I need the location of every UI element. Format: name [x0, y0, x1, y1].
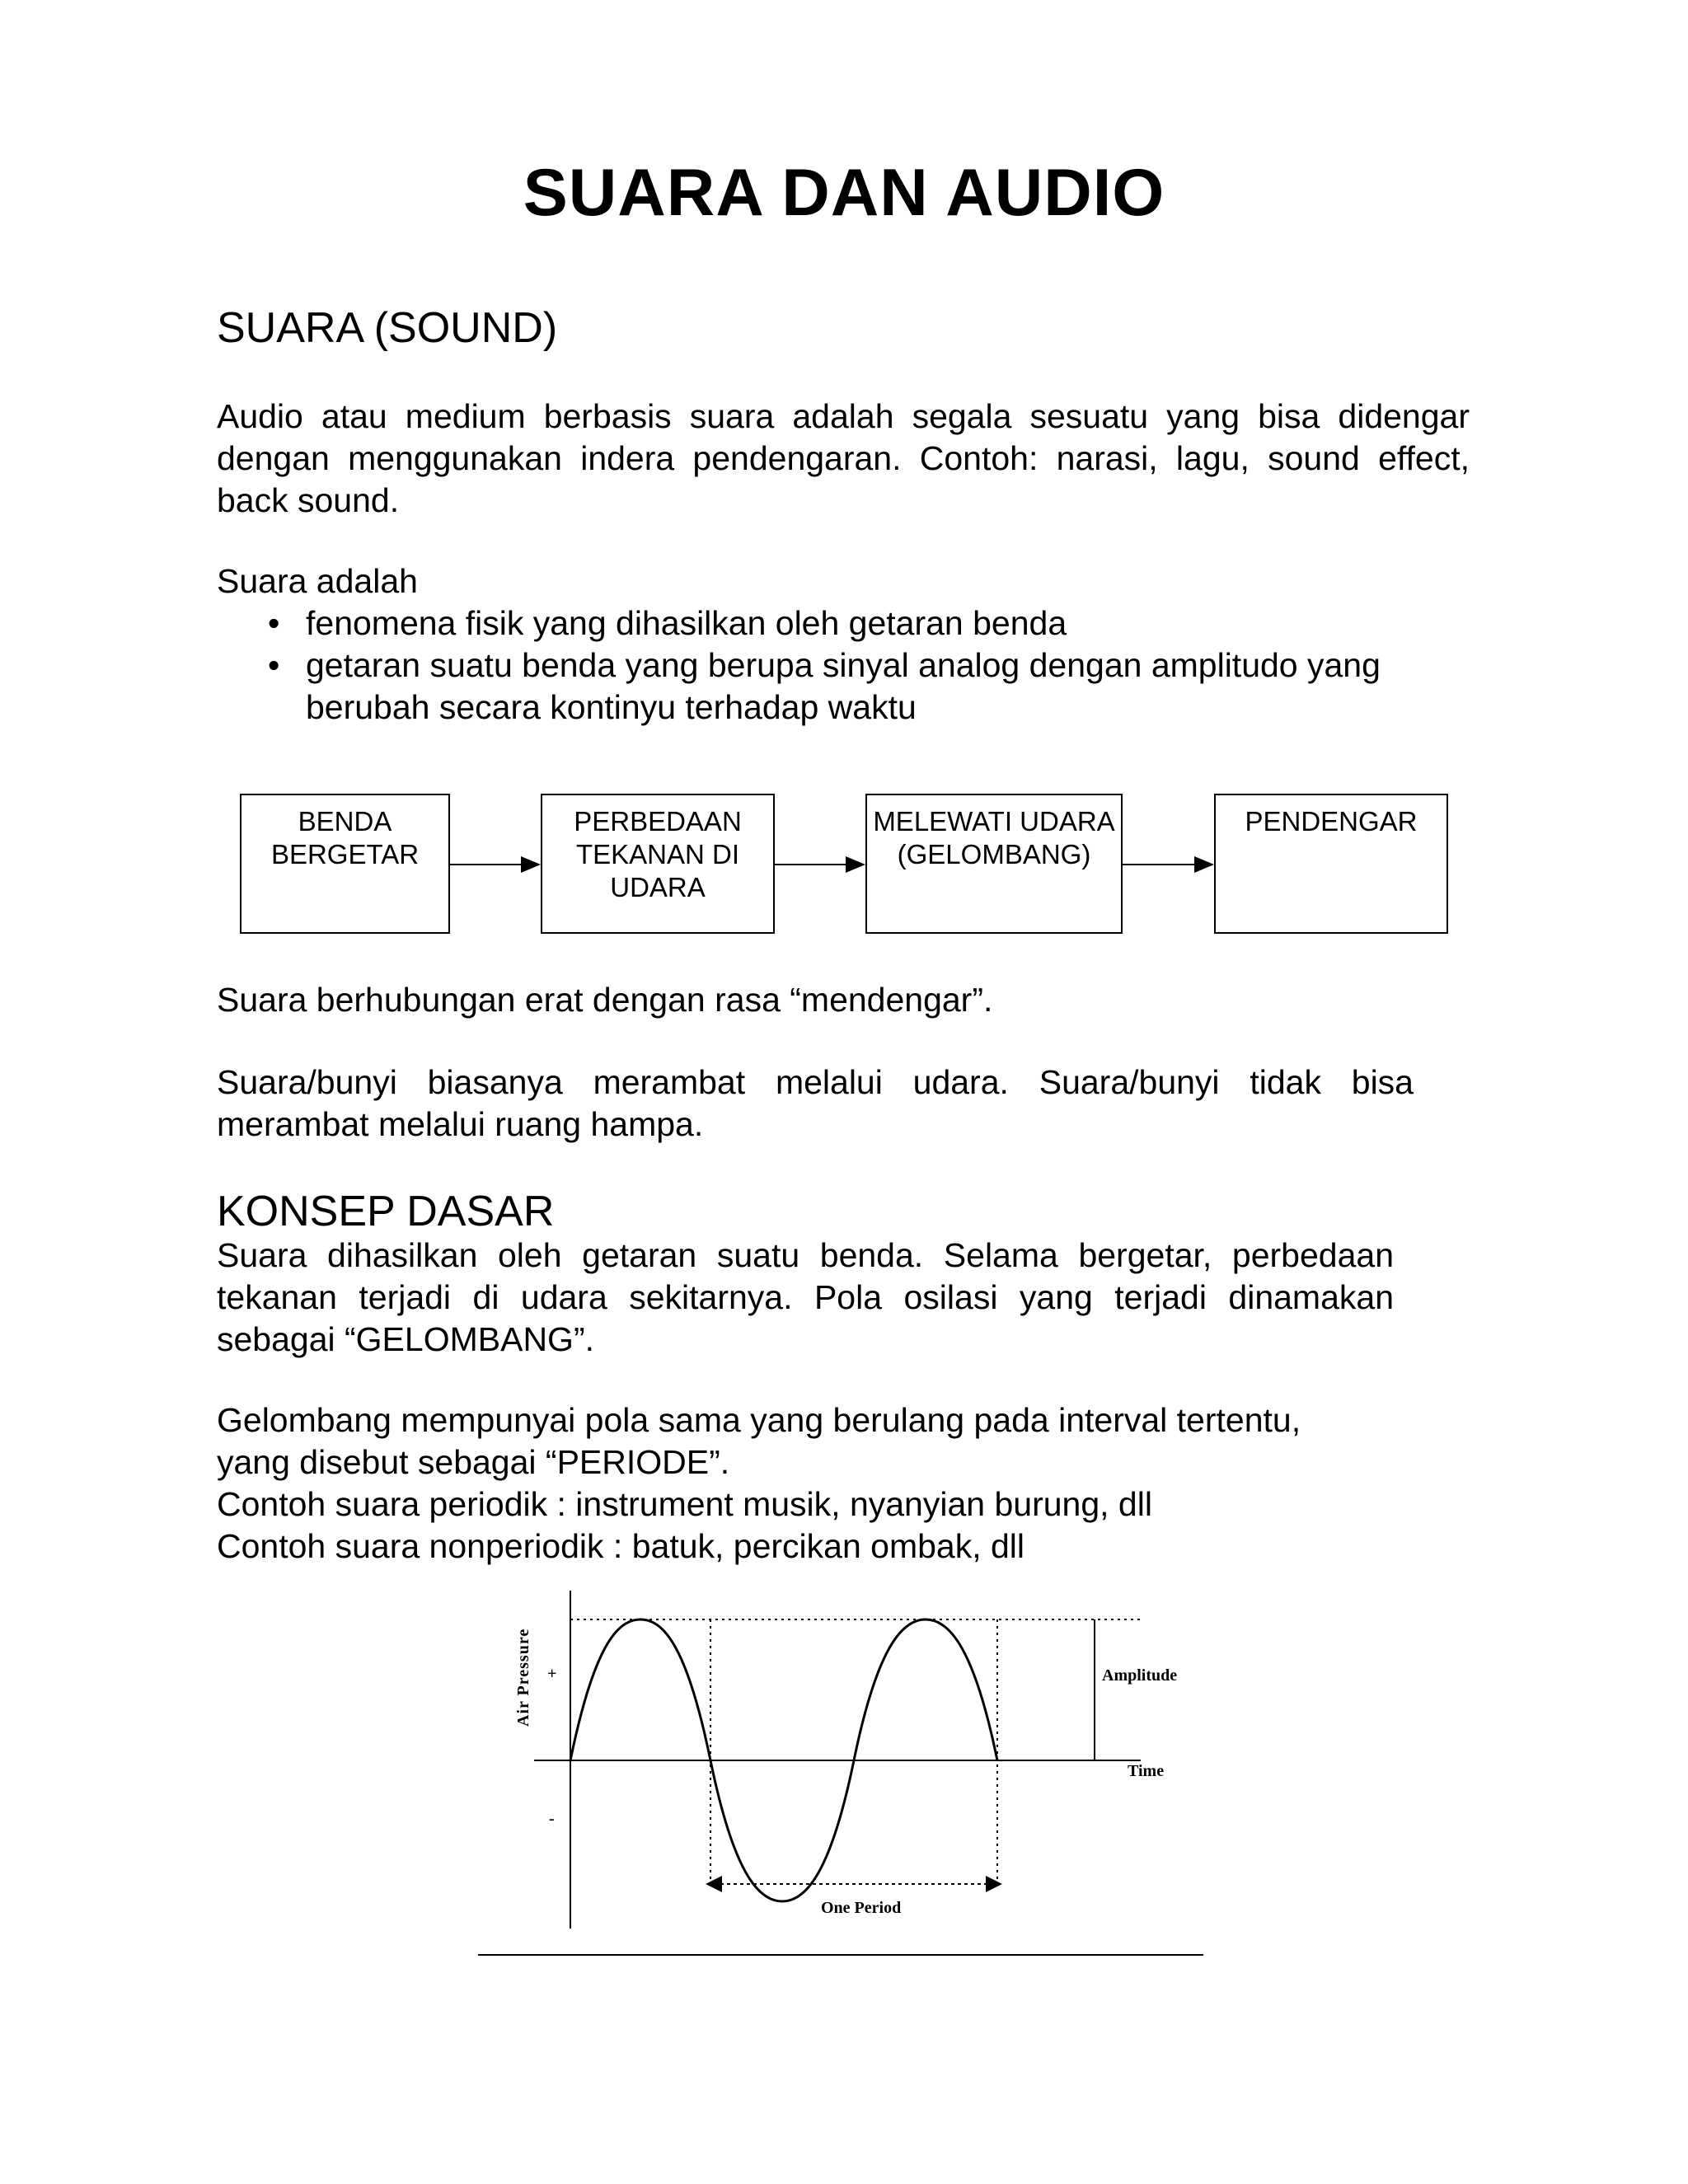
page-title: SUARA DAN AUDIO — [523, 156, 1165, 230]
amplitude-label: Amplitude — [1102, 1666, 1178, 1685]
intro-paragraph: Audio atau medium berbasis suara adalah segala sesuatu yang bisa didengar dengan menggunakan indera pendengaran. Contoh: narasi, lagu, sound effect, back sound. — [217, 397, 1470, 519]
section-heading-sound: SUARA (SOUND) — [217, 304, 558, 352]
minus-sign: - — [549, 1810, 555, 1828]
period-label: One Period — [821, 1899, 902, 1917]
flow-box-through-air: MELEWATI UDARA (GELOMBANG) — [865, 794, 1123, 934]
section-heading-basic-concept: KONSEP DASAR — [217, 1188, 555, 1235]
period-line-1: Gelombang mempunyai pola sama yang berulang pada interval tertentu, — [217, 1401, 1301, 1439]
plus-sign: + — [547, 1665, 557, 1683]
nonperiodic-example: Contoh suara nonperiodik : batuk, percikan ombak, dll — [217, 1527, 1025, 1565]
bullet-icon: • — [268, 604, 280, 642]
flow-box-pressure-difference: PERBEDAAN TEKANAN DI UDARA — [541, 794, 775, 934]
list-item: • getaran suatu benda yang berupa sinyal analog dengan amplitudo yang berubah secara kontinyu terhadap waktu — [268, 646, 1381, 726]
time-label: Time — [1128, 1762, 1165, 1780]
y-axis-label: Air Pressure — [514, 1628, 532, 1727]
flow-box-vibrating-object: BENDA BERGETAR — [240, 794, 450, 934]
bullet-icon: • — [268, 646, 280, 684]
hearing-paragraph: Suara berhubungan erat dengan rasa “mendengar”. — [217, 981, 993, 1019]
definition-lead: Suara adalah — [217, 562, 418, 600]
list-item: • fenomena fisik yang dihasilkan oleh getaran benda — [217, 602, 1470, 644]
basic-concept-paragraph: Suara dihasilkan oleh getaran suatu benda. Selama bergetar, perbedaan tekanan terjadi di udara sekitarnya. Pola osilasi yang terjadi dinamakan sebagai “GELOMBANG”. — [217, 1236, 1394, 1358]
periodic-example: Contoh suara periodik : instrument musik, nyanyian burung, dll — [217, 1485, 1152, 1523]
period-line-2: yang disebut sebagai “PERIODE”. — [217, 1443, 730, 1481]
propagation-paragraph: Suara/bunyi biasanya merambat melalui udara. Suara/bunyi tidak bisa merambat melalui ruang hampa. — [217, 1063, 1414, 1143]
flow-box-listener: PENDENGAR — [1214, 794, 1448, 934]
